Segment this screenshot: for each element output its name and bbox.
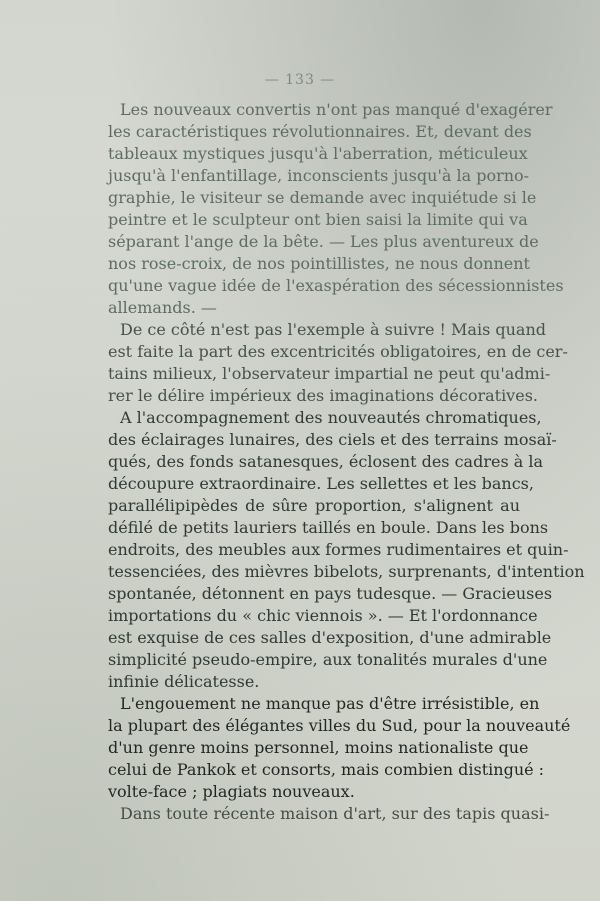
text-line: spontanée, détonnent en pays tudesque. — Gracieuses xyxy=(108,584,553,603)
text-line: parallélipipèdes de sûre proportion, s'alignent au xyxy=(108,496,520,515)
text-line: peintre et le sculpteur ont bien saisi la limite qui va xyxy=(108,210,528,229)
text-line: des éclairages lunaires, des ciels et des terrains mosaï- xyxy=(108,430,557,449)
text-line: Les nouveaux convertis n'ont pas manqué d'exagérer xyxy=(120,100,553,119)
text-line: infinie délicatesse. xyxy=(108,672,260,691)
text-line: tableaux mystiques jusqu'à l'aberration, méticuleux xyxy=(108,144,528,163)
paragraph xyxy=(108,803,550,825)
text-line: rer le délire impérieux des imaginations décoratives. xyxy=(108,386,538,405)
text-line: A l'accompagnement des nouveautés chromatiques, xyxy=(120,408,542,427)
text-line: qués, des fonds satanesques, éclosent des cadres à la xyxy=(108,452,544,471)
text-line: De ce côté n'est pas l'exemple à suivre ! Mais quand xyxy=(120,320,546,339)
text-line: Dans toute récente maison d'art, sur des tapis quasi- xyxy=(120,804,550,823)
text-line: défilé de petits lauriers taillés en boule. Dans les bons xyxy=(108,518,549,537)
text-line: celui de Pankok et consorts, mais combien distingué : xyxy=(108,760,545,779)
text-line: qu'une vague idée de l'exaspération des sécessionnistes xyxy=(108,276,564,295)
text-line: simplicité pseudo-empire, aux tonalités murales d'une xyxy=(108,650,548,669)
body-text xyxy=(108,99,585,825)
text-line: volte-face ; plagiats nouveaux. xyxy=(108,782,355,801)
text-line: graphie, le visiteur se demande avec inquiétude si le xyxy=(108,188,537,207)
text-line: allemands. — xyxy=(108,298,217,317)
page-number: — 133 — xyxy=(264,72,336,88)
text-line: découpure extraordinaire. Les sellettes et les bancs, xyxy=(108,474,534,493)
text-line: importations du « chic viennois ». — Et l'ordonnance xyxy=(108,606,538,625)
text-line: est exquise de ces salles d'exposition, d'une admirable xyxy=(108,628,552,647)
text-line: tains milieux, l'observateur impartial ne peut qu'admi- xyxy=(108,364,551,383)
text-line: L'engouement ne manque pas d'être irrésistible, en xyxy=(120,694,540,713)
text-line: séparant l'ange de la bête. — Les plus aventureux de xyxy=(108,232,539,251)
text-line: d'un genre moins personnel, moins nationaliste que xyxy=(108,738,529,757)
paragraph xyxy=(108,693,571,803)
paragraph xyxy=(108,99,564,319)
text-line: jusqu'à l'enfantillage, inconscients jusqu'à la porno- xyxy=(108,166,530,185)
text-line: nos rose-croix, de nos pointillistes, ne nous donnent xyxy=(108,254,530,273)
text-line: est faite la part des excentricités obligatoires, en de cer- xyxy=(108,342,568,361)
paragraph xyxy=(108,407,585,693)
paragraph xyxy=(108,319,568,407)
text-line: les caractéristiques révolutionnaires. Et, devant des xyxy=(108,122,532,141)
text-line: la plupart des élégantes villes du Sud, pour la nouveauté xyxy=(108,716,571,735)
text-line: endroits, des meubles aux formes rudimentaires et quin- xyxy=(108,540,569,559)
text-line: tessenciées, des mièvres bibelots, surprenants, d'intention xyxy=(108,562,585,581)
